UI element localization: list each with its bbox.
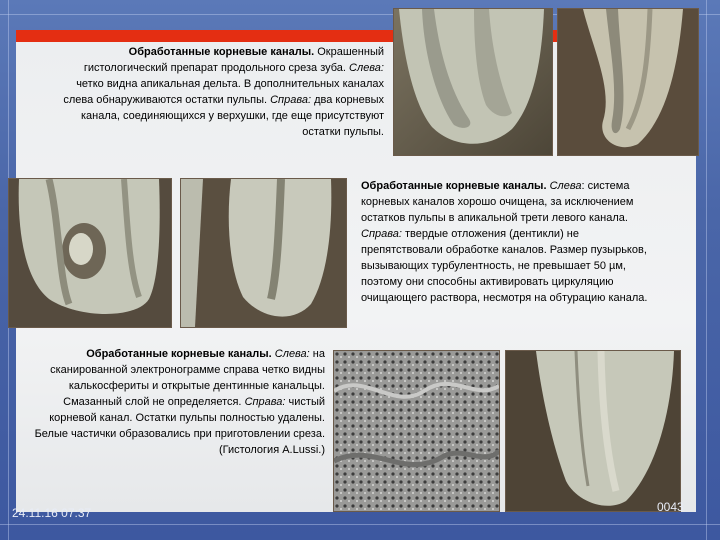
- block1-left-label: Слева:: [349, 62, 384, 74]
- sem-micrograph-image: [333, 350, 500, 512]
- block1-right-label: Справа:: [270, 94, 312, 106]
- tooth-image-1: [393, 8, 553, 156]
- block3-left-text: на сканированной электронограмме справа четко видны калькосфериты и открытые дентинные канальцы. Смазанный слой не определяется.: [50, 348, 325, 408]
- block2-right-text: твердые отложения (дентикли) не препятствовали обработке каналов. Размер пузырьков, вызывающих турбулентность, не превышает 50 µм, поэтому они способны активировать циркуляцию очищающего раствора, несмотря на обтурацию канала.: [361, 228, 648, 304]
- block3-left-label: Слева:: [274, 348, 310, 360]
- block3-right-text: чистый корневой канал. Остатки пульпы полностью удалены. Белые частички образовались при приготовлении среза.: [34, 396, 325, 440]
- decorative-line: [0, 524, 720, 525]
- block1-left-text: четко видна апикальная дельта. В дополнительных каналах слева обнаруживаются остатки пульпы.: [63, 78, 384, 106]
- block2-left-text: : система корневых каналов хорошо очищена, за исключением остатков пульпы в апикальной трети левого канала.: [361, 180, 634, 224]
- text-block-3: [28, 346, 325, 458]
- block3-title: Обработанные корневые каналы.: [86, 348, 272, 360]
- block1-right-text: два корневых канала, соединяющихся у верхушки, где еще присутствуют остатки пульпы.: [81, 94, 384, 138]
- block2-title: Обработанные корневые каналы.: [361, 180, 547, 192]
- decorative-line: [706, 0, 707, 540]
- tooth-image-5: [505, 350, 681, 512]
- text-block-2: [361, 178, 663, 306]
- block1-intro: Окрашенный гистологический препарат продольного среза зуба.: [83, 46, 384, 74]
- block2-right-label: Справа:: [361, 228, 402, 240]
- block1-title: Обработанные корневые каналы.: [128, 46, 315, 58]
- block3-right-label: Справа:: [244, 396, 286, 408]
- slide-number: 0043: [657, 500, 684, 514]
- tooth-image-4: [180, 178, 347, 328]
- tooth-image-3: [8, 178, 172, 328]
- block2-left-label: Слева: [546, 180, 582, 192]
- text-block-1: [62, 44, 384, 140]
- footer-date: 24.11.16 07:37: [12, 506, 92, 520]
- tooth-image-2: [557, 8, 699, 156]
- block3-source: (Гистология A.Lussi.): [218, 444, 325, 456]
